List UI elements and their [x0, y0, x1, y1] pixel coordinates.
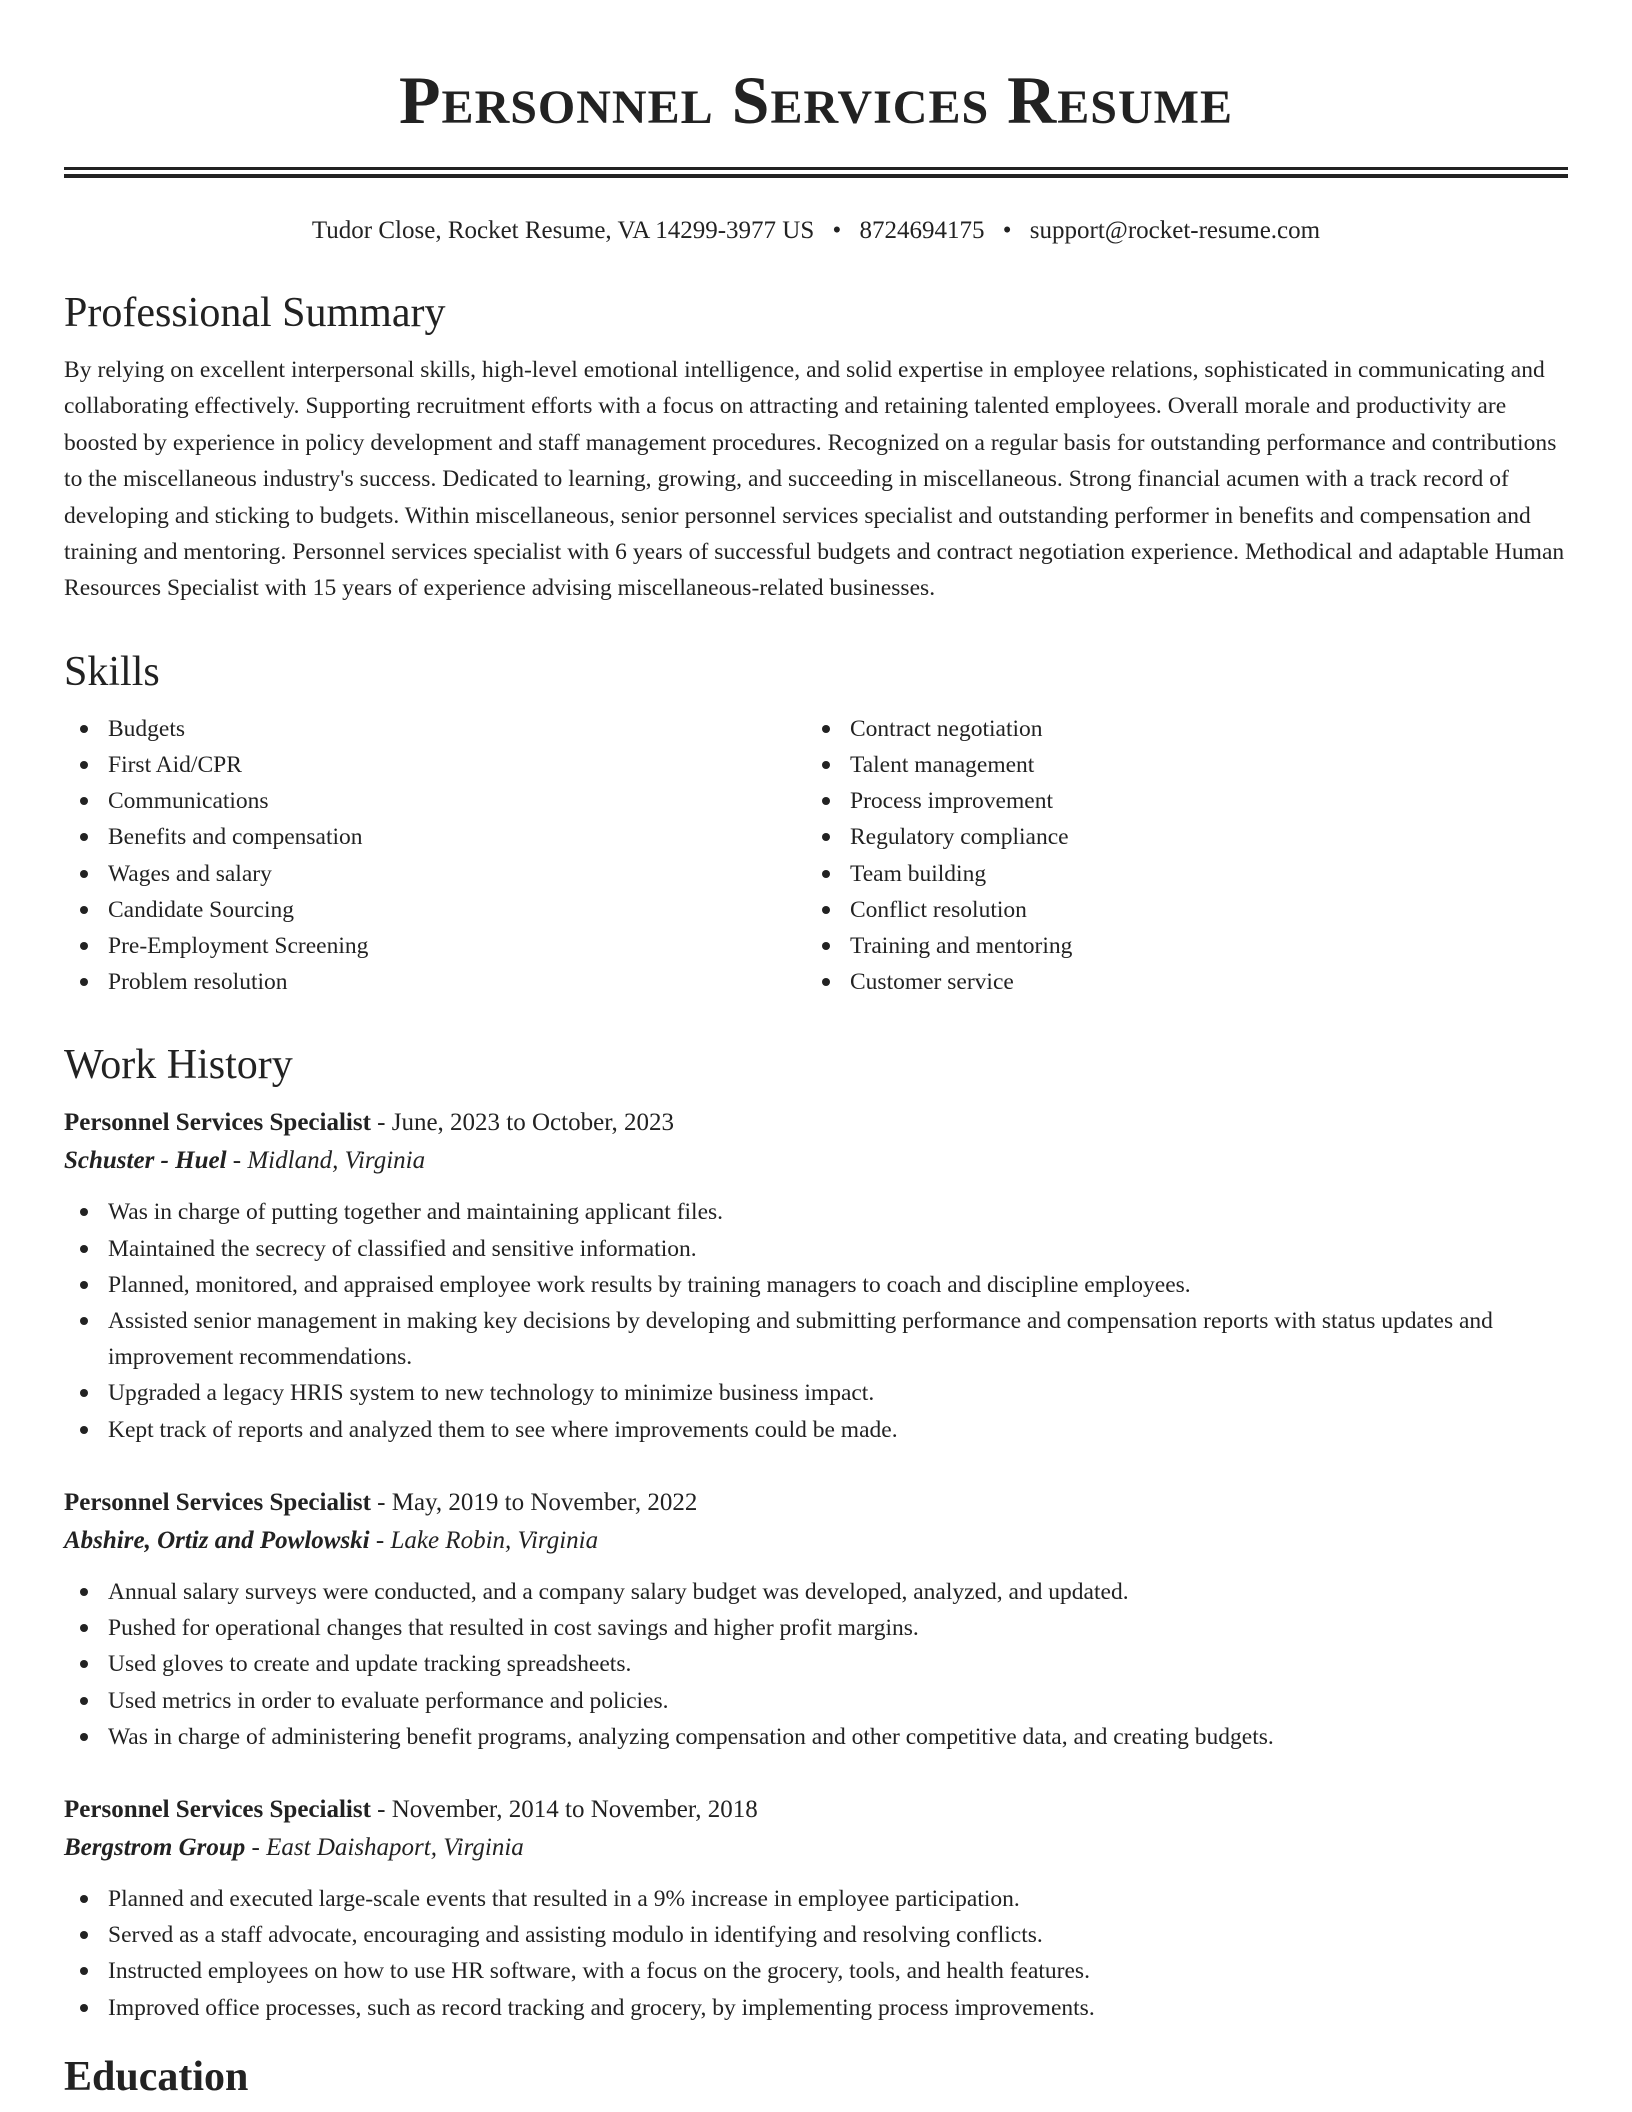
resume-title: Personnel Services Resume — [399, 62, 1233, 138]
skill-item: First Aid/CPR — [64, 747, 806, 783]
skill-item: Customer service — [806, 964, 1548, 1000]
job-duty: Planned, monitored, and appraised employee work results by training managers to coach and discipline employees. — [64, 1267, 1548, 1303]
skill-item: Budgets — [64, 711, 806, 747]
job-entry — [64, 1791, 1568, 2026]
job-header — [64, 1104, 1568, 1142]
contact-phone: 8724694175 — [859, 217, 985, 244]
job-duties — [64, 1574, 1568, 1755]
skill-item: Wages and salary — [64, 856, 806, 892]
skill-item: Conflict resolution — [806, 892, 1548, 928]
skill-item: Pre-Employment Screening — [64, 928, 806, 964]
job-employer — [64, 1142, 1568, 1180]
skill-item: Regulatory compliance — [806, 819, 1548, 855]
job-header — [64, 1791, 1568, 1829]
contact-separator: • — [1002, 217, 1012, 244]
skill-item: Contract negotiation — [806, 711, 1548, 747]
job-location: - Lake Robin, Virginia — [369, 1526, 599, 1554]
contact-address: Tudor Close, Rocket Resume, VA 14299-3977 US — [311, 217, 815, 244]
job-duty: Assisted senior management in making key decisions by developing and submitting performance and compensation reports with status updates and improvement recommendations. — [64, 1303, 1548, 1375]
skills-list — [64, 711, 1568, 1001]
job-employer — [64, 1522, 1568, 1560]
summary-text: By relying on excellent interpersonal skills, high-level emotional intelligence, and solid expertise in employee relations, sophisticated in communicating and collaborating effectively. Supporting recruitment efforts with a focus on attracting and retaining talented employees. Overall morale and productivity are boosted by experience in policy development and staff management procedures. Recognized on a regular basis for outstanding performance and contributions to the miscellaneous industry's success. Dedicated to learning, growing, and succeeding in miscellaneous. Strong financial acumen with a track record of developing and sticking to budgets. Within miscellaneous, senior personnel services specialist and outstanding performer in benefits and compensation and training and mentoring. Personnel services specialist with 6 years of successful budgets and contract negotiation experience. Methodical and adaptable Human Resources Specialist with 15 years of experience advising miscellaneous-related businesses. — [64, 357, 1565, 602]
skill-item: Process improvement — [806, 783, 1548, 819]
job-title: Personnel Services Specialist — [64, 1109, 371, 1137]
job-company: Schuster - Huel — [64, 1147, 227, 1175]
contact-line — [64, 214, 1568, 248]
job-location: - Midland, Virginia — [226, 1147, 426, 1175]
skills-heading: Skills — [64, 648, 160, 695]
title-divider — [64, 167, 1568, 178]
skill-item: Communications — [64, 783, 806, 819]
job-duties — [64, 1881, 1568, 2026]
job-duties — [64, 1194, 1568, 1447]
skill-item: Talent management — [806, 747, 1548, 783]
skill-item: Candidate Sourcing — [64, 892, 806, 928]
job-company: Abshire, Ortiz and Powlowski — [64, 1526, 370, 1554]
job-title: Personnel Services Specialist — [64, 1795, 371, 1823]
job-employer — [64, 1829, 1568, 1867]
job-dates: - June, 2023 to October, 2023 — [370, 1109, 675, 1137]
skill-item: Benefits and compensation — [64, 819, 806, 855]
job-title: Personnel Services Specialist — [64, 1488, 371, 1516]
job-duty: Was in charge of putting together and maintaining applicant files. — [64, 1194, 1548, 1230]
job-company: Bergstrom Group — [64, 1833, 246, 1861]
contact-separator: • — [832, 217, 842, 244]
job-duty: Used gloves to create and update tracking spreadsheets. — [64, 1646, 1548, 1682]
job-duty: Used metrics in order to evaluate performance and policies. — [64, 1683, 1548, 1719]
work-history-heading: Work History — [64, 1042, 293, 1089]
job-dates: - November, 2014 to November, 2018 — [370, 1795, 758, 1823]
job-duty: Upgraded a legacy HRIS system to new technology to minimize business impact. — [64, 1375, 1548, 1411]
job-duty: Annual salary surveys were conducted, and a company salary budget was developed, analyzed, and updated. — [64, 1574, 1548, 1610]
job-location: - East Daishaport, Virginia — [245, 1833, 524, 1861]
job-duty: Pushed for operational changes that resulted in cost savings and higher profit margins. — [64, 1610, 1548, 1646]
job-duty: Maintained the secrecy of classified and sensitive information. — [64, 1231, 1548, 1267]
skills-column-left — [64, 711, 806, 1001]
job-duty: Kept track of reports and analyzed them to see where improvements could be made. — [64, 1412, 1548, 1448]
job-entry — [64, 1104, 1568, 1447]
skill-item: Problem resolution — [64, 964, 806, 1000]
job-duty: Instructed employees on how to use HR software, with a focus on the grocery, tools, and health features. — [64, 1953, 1548, 1989]
job-duty: Planned and executed large-scale events that resulted in a 9% increase in employee participation. — [64, 1881, 1548, 1917]
education-heading: Education — [64, 2053, 249, 2100]
skill-item: Team building — [806, 856, 1548, 892]
job-header — [64, 1484, 1568, 1522]
skill-item: Training and mentoring — [806, 928, 1548, 964]
contact-email: support@rocket-resume.com — [1029, 217, 1321, 244]
job-dates: - May, 2019 to November, 2022 — [370, 1488, 698, 1516]
job-duty: Served as a staff advocate, encouraging and assisting modulo in identifying and resolving conflicts. — [64, 1917, 1548, 1953]
job-duty: Improved office processes, such as record tracking and grocery, by implementing process improvements. — [64, 1990, 1548, 2026]
skills-column-right — [806, 711, 1548, 1001]
job-entry — [64, 1484, 1568, 1755]
summary-heading: Professional Summary — [64, 290, 446, 336]
job-duty: Was in charge of administering benefit programs, analyzing compensation and other competitive data, and creating budgets. — [64, 1719, 1548, 1755]
